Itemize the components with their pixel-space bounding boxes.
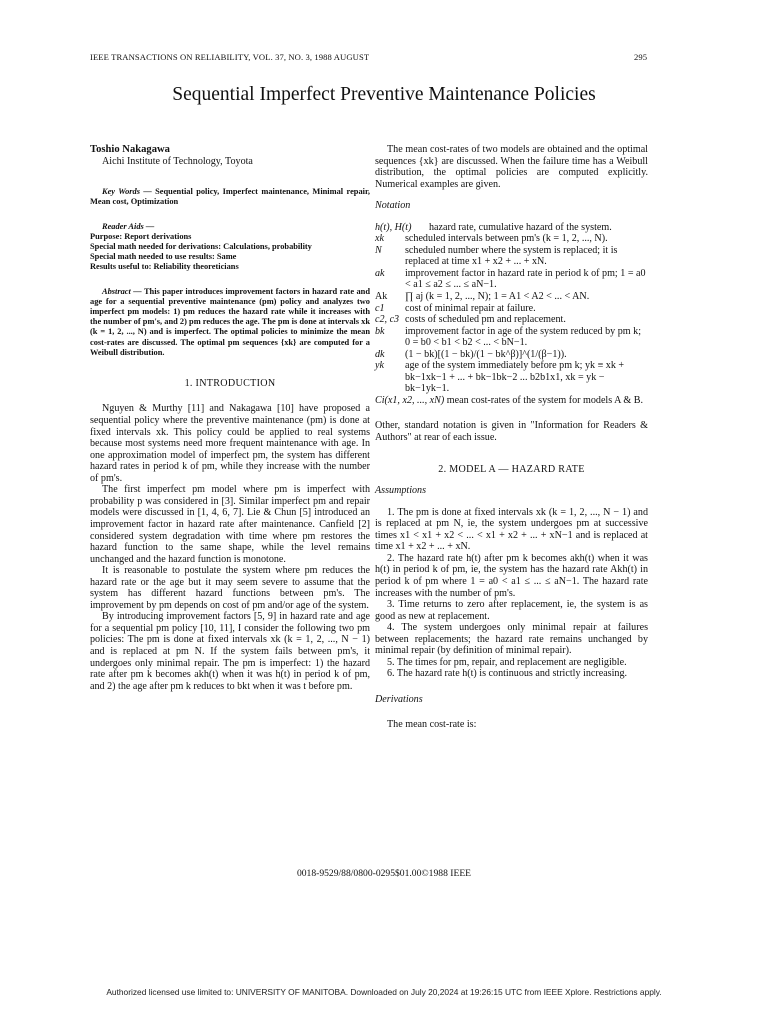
reader-aids-line: Results useful to: Reliability theoreticians (90, 262, 239, 272)
derivations-text: The mean cost-rate is: (387, 719, 477, 731)
intro-paragraph: The first imperfect pm model where pm is imperfect with probability p was considered in [3]. Similar imperfect pm and repair models were discussed in [1, 4, 6, 7]. Lie & Chun [5] introduced an improvement factor in hazard rate after maintenance. Canfield [2] considered system degradation with time where pm restores the hazard function to the same shape, while the level remains unchanged and the hazard function is monotone. (90, 484, 370, 565)
notation-symbol: N (375, 244, 382, 256)
notation-desc: hazard rate, cumulative hazard of the system. (429, 221, 612, 233)
abstract-text: This paper introduces improvement factors in hazard rate and age for a sequential preventive maintenance (pm) policy and analyzes two imperfect pm models: 1) pm reduces the hazard rate while it increases with the number of pm's, and 2) pm reduces the age. The pm is done at intervals xk (k = 1, 2, ..., N) and is imperfect. The optimal policies to minimize the mean cost-rates are discussed. The optimal pm sequences {xk} are computed for a Weibull distribution. (90, 286, 370, 357)
intro-paragraph: It is reasonable to postulate the system where pm reduces the hazard rate or the age but it may seem severe to assume that the system has different hazard functions between pm's. The improvement by pm depends on cost of pm and/or age of the system. (90, 565, 370, 611)
issn-line: 0018-9529/88/0800-0295$01.00©1988 IEEE (296, 868, 472, 879)
notation-item (375, 395, 648, 407)
notation-item (375, 268, 648, 291)
reader-aids-line: Purpose: Report derivations (90, 231, 192, 241)
paper-title: Sequential Imperfect Preventive Maintenance Policies (172, 84, 596, 105)
abstract-label: Abstract — (102, 286, 142, 296)
notation-other: Other, standard notation is given in "Information for Readers & Authors" at rear of each issue. (375, 420, 648, 444)
notation-item (375, 245, 648, 268)
notation-desc: mean cost-rates of the system for models A & B. (446, 394, 644, 406)
assumption-item: 6. The hazard rate h(t) is continuous and strictly increasing. (387, 668, 628, 680)
right-column (375, 144, 648, 731)
notation-heading: Notation (375, 200, 411, 212)
reader-aids (90, 222, 370, 273)
section-heading-introduction: 1. INTRODUCTION (184, 377, 276, 389)
notation-symbol: ak (375, 267, 385, 279)
license-footer: Authorized licensed use limited to: UNIVERSITY OF MANITOBA. Downloaded on July 20,2024 at 19:26:15 UTC from IEEE Xplore. Restrictions apply. (106, 987, 662, 997)
notation-item (375, 314, 648, 326)
intro-paragraph: Nguyen & Murthy [11] and Nakagawa [10] have proposed a sequential policy where the preventive maintenance (pm) is done at fixed intervals xk. This policy could be applied to real systems because most systems need more frequent maintenance with age. In one approximation model of imperfect pm, the system has different hazard rates in period k of pm, while they increase with the number of pm's. (90, 403, 370, 484)
reader-aids-line: Special math needed for derivations: Calculations, probability (90, 241, 312, 251)
assumption-item: 4. The system undergoes only minimal repair at failures between replacements; the hazard rate remains unchanged by minimal repair (by definition of minimal repair). (375, 622, 648, 657)
notation-symbol: bk (375, 325, 385, 337)
derivations-heading: Derivations (375, 693, 423, 705)
notation-item (375, 222, 648, 234)
notation-symbol: Ci(x1, x2, ..., xN) (375, 394, 445, 406)
page-number: 295 (634, 52, 648, 62)
left-column (90, 144, 370, 692)
notation-item (375, 360, 648, 395)
key-words (90, 187, 370, 207)
notation-symbol: c2, c3 (375, 314, 400, 326)
assumption-item: 3. Time returns to zero after replacement, ie, the system is as good as new at replacement. (375, 599, 648, 622)
journal-header: IEEE TRANSACTIONS ON RELIABILITY, VOL. 37, NO. 3, 1988 AUGUST (90, 52, 370, 62)
key-words-label: Key Words — (102, 187, 152, 197)
notation-symbol: Ak (375, 291, 388, 303)
notation-desc: costs of scheduled pm and replacement. (405, 314, 566, 326)
notation-desc: cost of minimal repair at failure. (405, 302, 536, 314)
notation-item (375, 291, 648, 303)
reader-aids-label: Reader Aids — (102, 221, 155, 231)
notation-item (375, 349, 648, 361)
assumptions-heading: Assumptions (375, 485, 427, 497)
section-heading-model-a: 2. MODEL A — HAZARD RATE (438, 463, 585, 475)
notation-symbol: h(t), H(t) (375, 221, 412, 233)
author-name: Toshio Nakagawa (90, 144, 170, 155)
notation-item (375, 326, 648, 349)
notation-desc: improvement factor in age of the system reduced by pm k; 0 = b0 < b1 < b2 < ... < bN−1. (405, 325, 642, 349)
key-words-text: Sequential policy, Imperfect maintenance, Minimal repair, Mean cost, Optimization (90, 187, 370, 207)
notation-desc: scheduled intervals between pm's (k = 1, 2, ..., N). (405, 233, 608, 245)
notation-desc: improvement factor in hazard rate in period k of pm; 1 = a0 < a1 ≤ a2 ≤ ... ≤ aN−1. (405, 267, 646, 291)
notation-desc: (1 − bk)[(1 − bk)/(1 − bk^β)]^(1/(β−1)). (405, 348, 567, 360)
notation-symbol: dk (375, 348, 385, 360)
notation-desc: scheduled number where the system is replaced; it is replaced at time x1 + x2 + ... + xN. (405, 244, 618, 268)
notation-item (375, 233, 648, 245)
reader-aids-line: Special math needed to use results: Same (90, 252, 237, 262)
notation-symbol: xk (375, 233, 384, 245)
notation-symbol: yk (375, 360, 384, 372)
notation-desc: age of the system immediately before pm k; yk ≡ xk + bk−1xk−1 + ... + bk−1bk−2 ... b2b1x1, xk = yk − bk−1yk−1. (405, 360, 625, 395)
notation-symbol: c1 (375, 302, 385, 314)
notation-item (375, 303, 648, 315)
notation-list (375, 222, 648, 407)
intro-summary: The mean cost-rates of two models are obtained and the optimal sequences {xk} are discussed. When the failure time has a Weibull distribution, the optimal policies are computed explicitly. Numerical examples are given. (375, 144, 648, 190)
abstract (90, 287, 370, 358)
author-affiliation: Aichi Institute of Technology, Toyota (102, 155, 253, 167)
assumption-item: 2. The hazard rate h(t) after pm k becomes akh(t) when it was h(t) in period k of pm, ie, the system has the hazard rate Akh(t) in period k of pm where 1 = a0 < a1 ≤ ... ≤ aN−1. The hazard rate increases with the number of pm's. (375, 552, 648, 599)
assumption-item: 1. The pm is done at fixed intervals xk (k = 1, 2, ..., N − 1) and is replaced at pm N, ie, the system undergoes pm at successive times x1 < x1 + x2 < ... < x1 + x2 + ... + xN−1 and is replaced at time x1 + x2 + ... + xN. (375, 506, 648, 553)
intro-paragraph: By introducing improvement factors [5, 9] in hazard rate and age for a sequential pm policy [10, 11], I consider the following two pm policies: The pm is done at fixed intervals xk (k = 1, 2, ..., N − 1) and is replaced at pm N. If the system fails between pm's, it undergoes only minimal repair. The pm is imperfect: 1) the hazard rate after pm k becomes akh(t) when it was h(t) in period k of pm, and 2) the age after pm k reduces to bkt when it was t before pm. (90, 611, 370, 692)
assumption-item: 5. The times for pm, repair, and replacement are negligible. (387, 656, 627, 668)
notation-desc: ∏ aj (k = 1, 2, ..., N); 1 = A1 < A2 < ... < AN. (405, 291, 590, 303)
